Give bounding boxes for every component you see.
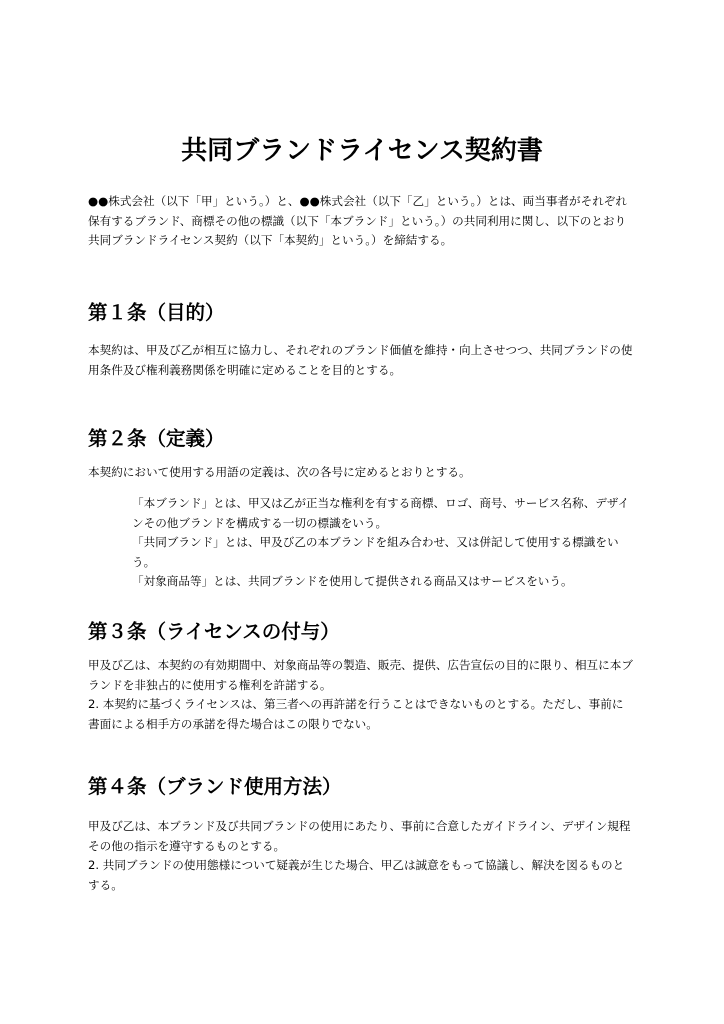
article-2-heading: 第２条（定義） xyxy=(88,427,225,450)
definition-list xyxy=(132,494,638,592)
definition-item-brand: 「本ブランド」とは、甲又は乙が正当な権利を有する商標、ロゴ、商号、サービス名称、デザインその他ブランドを構成する一切の標識をいう。 xyxy=(132,496,630,530)
document-title: 共同ブランドライセンス契約書 xyxy=(181,136,543,167)
article-1-heading: 第１条（目的） xyxy=(88,301,225,324)
definition-item-co-brand: 「共同ブランド」とは、甲及び乙の本ブランドを組み合わせ、又は併記して使用する標識をいう。 xyxy=(132,535,619,569)
article-1-paragraph-1: 本契約は、甲及び乙が相互に協力し、それぞれのブランド価値を維持・向上させつつ、共同ブランドの使用条件及び権利義務関係を明確に定めることを目的とする。 xyxy=(88,343,633,377)
article-4-heading: 第４条（ブランド使用方法） xyxy=(88,775,342,798)
article-2-paragraph-1: 本契約において使用する用語の定義は、次の各号に定めるとおりとする。 xyxy=(88,465,471,479)
article-4-paragraph-1: 甲及び乙は、本ブランド及び共同ブランドの使用にあたり、事前に合意したガイドライン、デザイン規程その他の指示を遵守するものとする。 xyxy=(88,819,631,853)
article-3-heading: 第３条（ライセンスの付与） xyxy=(88,620,340,643)
definition-item-products: 「対象商品等」とは、共同ブランドを使用して提供される商品又はサービスをいう。 xyxy=(132,574,573,589)
article-3-paragraph-1: 甲及び乙は、本契約の有効期間中、対象商品等の製造、販売、提供、広告宣伝の目的に限り、相互に本ブランドを非独占的に使用する権利を許諾する。 xyxy=(88,658,633,692)
article-3-paragraph-2: 2. 本契約に基づくライセンスは、第三者への再許諾を行うことはできないものとする。ただし、事前に書面による相手方の承諾を得た場合はこの限りでない。 xyxy=(88,697,624,731)
article-4-paragraph-2: 2. 共同ブランドの使用態様について疑義が生じた場合、甲乙は誠意をもって協議し、解決を図るものとする。 xyxy=(88,858,625,892)
preamble-paragraph: ●●株式会社（以下「甲」という。）と、●●株式会社（以下「乙」という。）とは、両当事者がそれぞれ保有するブランド、商標その他の標識（以下「本ブランド」という。）の共同利用に関し、以下のとおり共同ブランドライセンス契約（以下「本契約」という。）を締結する。 xyxy=(88,194,627,248)
